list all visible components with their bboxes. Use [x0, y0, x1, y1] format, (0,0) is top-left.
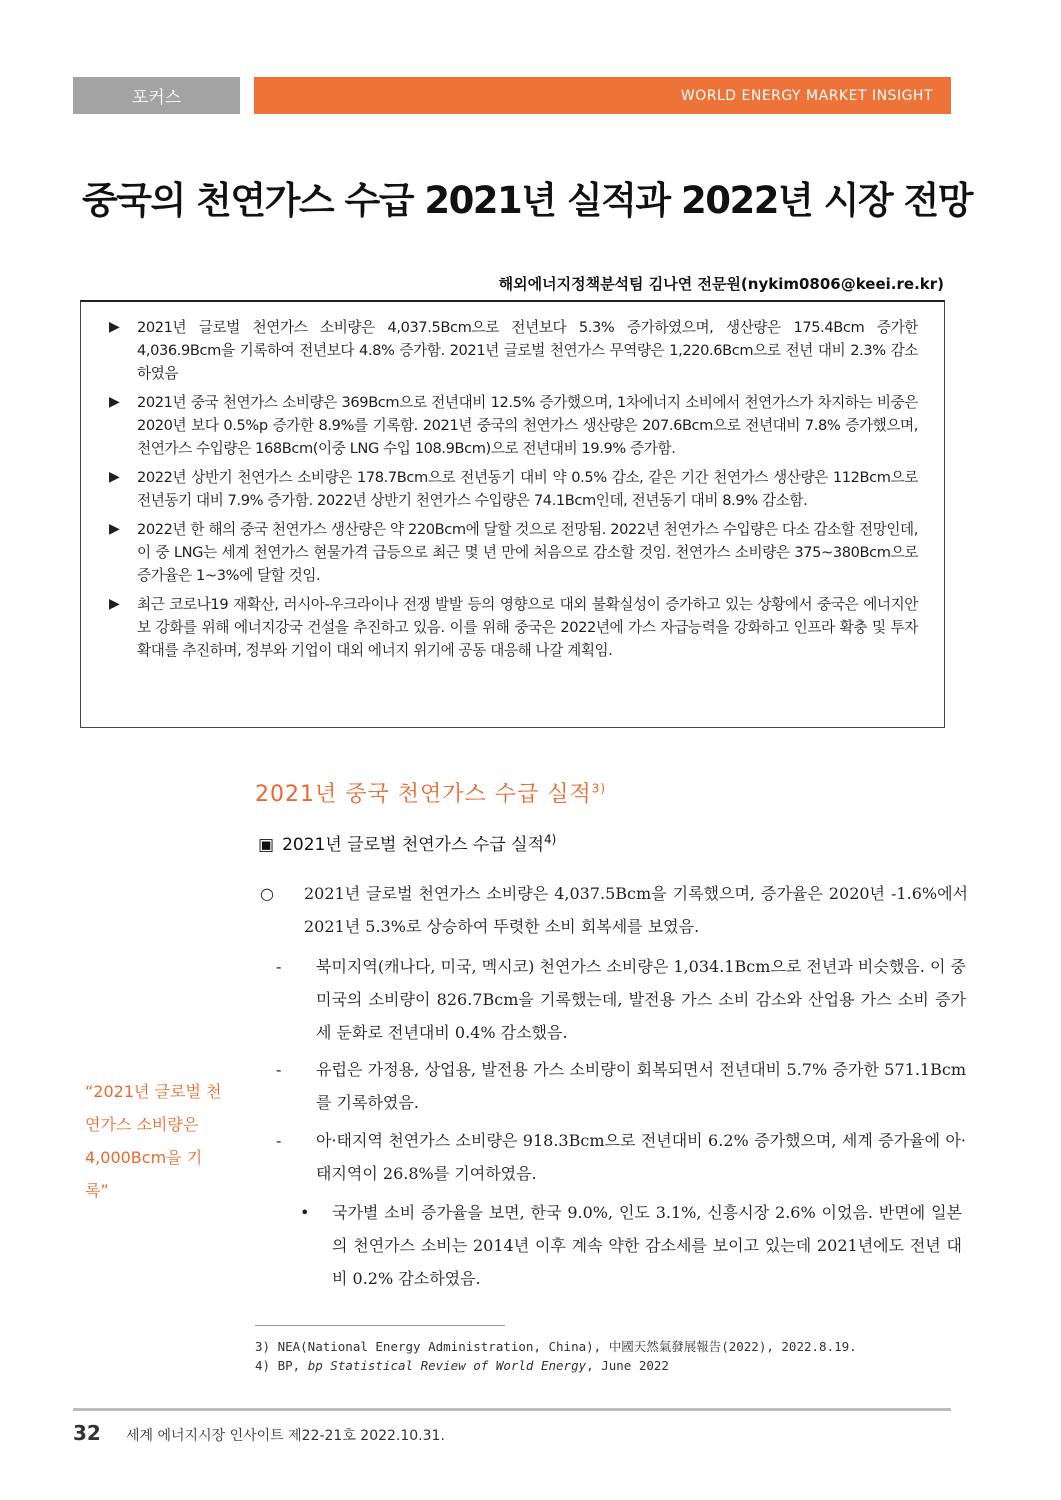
body-dot-text: 국가별 소비 증가율을 보면, 한국 9.0%, 인도 3.1%, 신흥시장 2.6% 이었음. 반면에 일본의 천연가스 소비는 2014년 이후 계속 약한 감소세를 보이고 있는데 2021년에도 전년 대비 0.2% 감소하였음. — [332, 1203, 962, 1288]
summary-item — [107, 593, 918, 662]
footnote-4-prefix: 4) BP, — [255, 1358, 301, 1373]
body-dash-text: 북미지역(캐나다, 미국, 멕시코) 천연가스 소비량은 1,034.1Bcm으로 전년과 비슷했음. 이 중 미국의 소비량이 826.7Bcm을 기록했는데, 발전용 가스 소비 감소와 산업용 가스 소비 증가세 둔화로 전년대비 0.4% 감소했음. — [316, 957, 966, 1042]
sub-heading — [258, 830, 556, 855]
summary-text: 2021년 글로벌 천연가스 소비량은 4,037.5Bcm으로 전년보다 5.3% 증가하였으며, 생산량은 175.4Bcm 증가한 4,036.9Bcm을 기록하여 전년보다 4.8% 증가함. 2021년 글로벌 천연가스 무역량은 1,220.6Bcm으로 전년 대비 2.3% 감소하였음 — [137, 319, 918, 382]
summary-item — [107, 391, 918, 460]
footnote-ref-4[interactable]: 4) — [544, 832, 557, 847]
dash-bullet-icon: - — [276, 957, 282, 976]
summary-text: 2022년 상반기 천연가스 소비량은 178.7Bcm으로 전년동기 대비 약 0.5% 감소, 같은 기간 천연가스 생산량은 112Bcm으로 전년동기 대비 7.9% 증가함. 2022년 상반기 천연가스 수입량은 74.1Bcm인데, 전년동기 대비 8.9% 감소함. — [137, 469, 918, 509]
summary-text: 2021년 중국 천연가스 소비량은 369Bcm으로 전년대비 12.5% 증가했으며, 1차에너지 소비에서 천연가스가 차지하는 비중은 2020년 보다 0.5%p 증가한 8.9%를 기록함. 2021년 중국의 천연가스 생산량은 207.6Bcm으로 전년대비 7.8% 증가했으며, 천연가스 수입량은 168Bcm(이중 LNG 수입 108.9Bcm)으로 전년대비 19.9% 증가함. — [137, 394, 918, 457]
body-paragraph-dash — [276, 1053, 966, 1119]
body-paragraph-main — [260, 877, 968, 943]
arrow-bullet-icon: ▶ — [109, 521, 120, 537]
body-dash-text: 유럽은 가정용, 상업용, 발전용 가스 소비량이 회복되면서 전년대비 5.7% 증가한 571.1Bcm를 기록하였음. — [316, 1060, 966, 1112]
dash-bullet-icon: - — [276, 1131, 282, 1150]
dot-bullet-icon: • — [300, 1203, 310, 1222]
arrow-bullet-icon: ▶ — [109, 469, 120, 485]
footer-divider — [73, 1408, 951, 1411]
page-number: 32 — [73, 1421, 101, 1445]
footnote-ref-3[interactable]: 3) — [591, 781, 607, 796]
publication-banner: WORLD ENERGY MARKET INSIGHT — [254, 77, 951, 114]
body-main-text: 2021년 글로벌 천연가스 소비량은 4,037.5Bcm을 기록했으며, 증가율은 2020년 -1.6%에서 2021년 5.3%로 상승하여 뚜렷한 소비 회복세를 보였음. — [304, 884, 968, 936]
sub-heading-text: 2021년 글로벌 천연가스 수급 실적 — [282, 835, 545, 855]
pull-quote: “2021년 글로벌 천연가스 소비량은 4,000Bcm을 기록” — [85, 1082, 222, 1200]
body-paragraph-dot — [300, 1196, 962, 1295]
footnote-divider — [255, 1325, 505, 1326]
summary-item — [107, 518, 918, 587]
square-bullet-icon: ▣ — [258, 835, 275, 855]
circle-bullet-icon: ○ — [260, 884, 274, 903]
body-dash-text: 아·태지역 천연가스 소비량은 918.3Bcm으로 전년대비 6.2% 증가했으며, 세계 증가율에 아·태지역이 26.8%를 기여하였음. — [316, 1131, 966, 1183]
section-heading — [255, 777, 606, 808]
body-paragraph-dash — [276, 1124, 966, 1190]
section-heading-text: 2021년 중국 천연가스 수급 실적 — [255, 782, 592, 807]
footer-publication-info: 세계 에너지시장 인사이트 제22-21호 2022.10.31. — [126, 1428, 445, 1444]
footnote-4-title: bp Statistical Review of World Energy — [307, 1358, 587, 1373]
footnote-4 — [255, 1358, 669, 1373]
section-tag: 포커스 — [73, 77, 240, 114]
summary-item — [107, 316, 918, 385]
arrow-bullet-icon: ▶ — [109, 319, 120, 335]
footnote-4-suffix: , June 2022 — [586, 1358, 669, 1373]
dash-bullet-icon: - — [276, 1060, 282, 1079]
summary-box — [80, 300, 945, 728]
author-line: 해외에너지정책분석팀 김나연 전문원(nykim0806@keei.re.kr) — [498, 275, 944, 293]
arrow-bullet-icon: ▶ — [109, 394, 120, 410]
summary-text: 최근 코로나19 재확산, 러시아-우크라이나 전쟁 발발 등의 영향으로 대외 불확실성이 증가하고 있는 상황에서 중국은 에너지안보 강화를 위해 에너지강국 건설을 추진하고 있음. 이를 위해 중국은 2022년에 가스 자급능력을 강화하고 인프라 확충 및 투자확대를 추진하며, 정부와 기업이 대외 에너지 위기에 공동 대응해 나갈 계획임. — [137, 596, 918, 659]
summary-item — [107, 466, 918, 512]
footnote-3: 3) NEA(National Energy Administration, China), 中國天然氣發展報告(2022), 2022.8.19. — [255, 1339, 857, 1354]
page-title: 중국의 천연가스 수급 2021년 실적과 2022년 시장 전망 — [82, 179, 972, 222]
summary-text: 2022년 한 해의 중국 천연가스 생산량은 약 220Bcm에 달할 것으로 전망됨. 2022년 천연가스 수입량은 다소 감소할 전망인데, 이 중 LNG는 세계 천연가스 현물가격 급등으로 최근 몇 년 만에 처음으로 감소할 것임. 천연가스 소비량은 375~380Bcm으로 증가율은 1~3%에 달할 것임. — [137, 521, 918, 584]
arrow-bullet-icon: ▶ — [109, 596, 120, 612]
body-paragraph-dash — [276, 950, 966, 1049]
